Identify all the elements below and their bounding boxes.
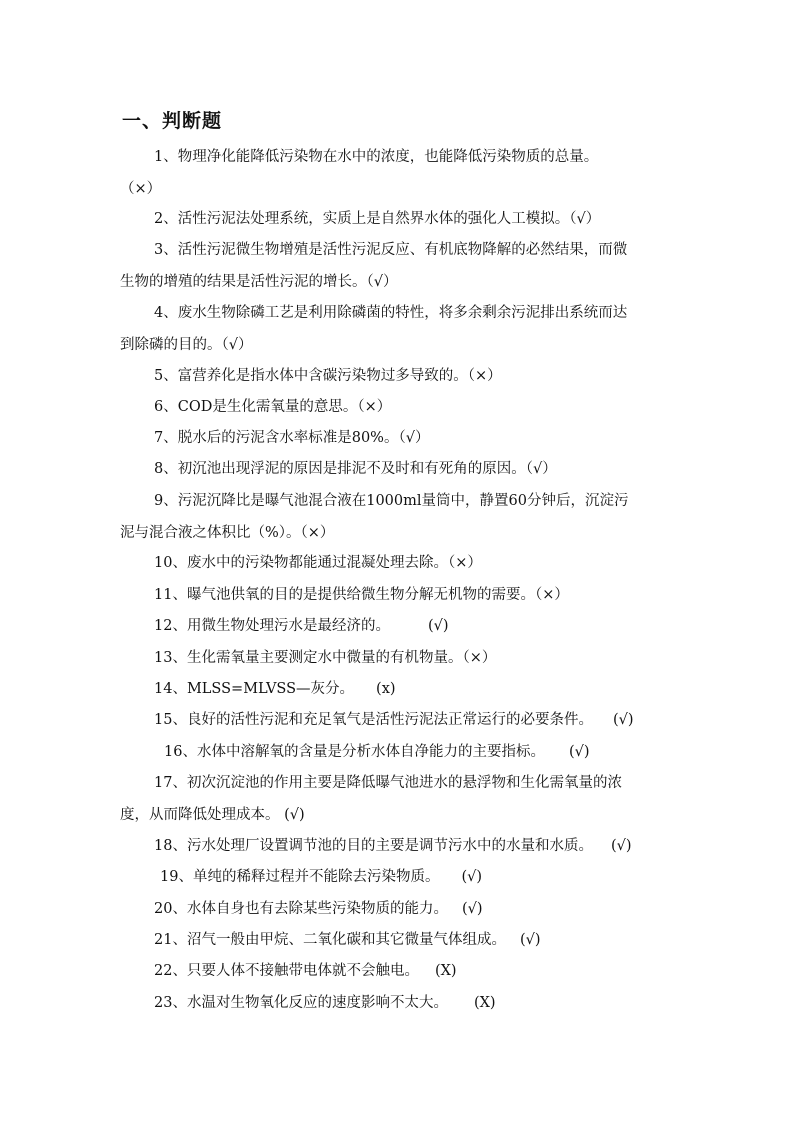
answer-mark: (√) — [610, 838, 632, 854]
answer-mark: (√) — [519, 932, 541, 948]
question-text: 22、只要人体不接触带电体就不会触电。 — [154, 963, 419, 979]
question-19 — [126, 862, 696, 894]
question-text: 20、水体自身也有去除某些污染物质的能力。 — [154, 901, 448, 917]
question-8 — [120, 454, 690, 486]
answer-mark: (√) — [427, 618, 449, 634]
question-text: 10、废水中的污染物都能通过混凝处理去除。（×） — [154, 555, 482, 571]
question-12 — [120, 611, 690, 643]
question-text: 6、COD是生化需氧量的意思。（×） — [154, 399, 392, 415]
question-text: 19、单纯的稀释过程并不能除去污染物质。 — [160, 869, 440, 885]
question-9 — [120, 486, 690, 549]
question-5 — [120, 361, 690, 393]
answer-mark: (X) — [473, 995, 496, 1011]
answer-mark: (√) — [568, 744, 590, 760]
question-15 — [120, 705, 690, 737]
question-text: 13、生化需氧量主要测定水中微量的有机物量。（×） — [154, 650, 497, 666]
question-4 — [120, 298, 690, 361]
question-text-cont: 到除磷的目的。（√） — [120, 336, 253, 353]
question-21 — [120, 925, 690, 957]
question-text: 23、水温对生物氧化反应的速度影响不太大。 — [154, 995, 448, 1011]
question-14 — [120, 674, 690, 706]
answer-mark: (√) — [461, 901, 483, 917]
question-text: 12、用微生物处理污水是最经济的。 — [154, 618, 390, 634]
question-text: 3、活性污泥微生物增殖是活性污泥反应、有机底物降解的必然结果，而微 — [154, 242, 628, 258]
question-10 — [120, 548, 690, 580]
question-text: 21、沼气一般由甲烷、二氧化碳和其它微量气体组成。 — [154, 932, 506, 948]
question-text: 7、脱水后的污泥含水率标准是80%。（√） — [154, 430, 430, 446]
answer-mark: （×） — [120, 180, 162, 197]
question-20 — [120, 894, 690, 926]
question-3 — [120, 235, 690, 298]
question-text: 17、初次沉淀池的作用主要是降低曝气池进水的悬浮物和生化需氧量的浓 — [154, 775, 622, 791]
section-title: 一、判断题 — [122, 110, 223, 132]
question-18 — [120, 831, 690, 863]
question-text: 9、污泥沉降比是曝气池混合液在1000ml量筒中，静置60分钟后，沉淀污 — [154, 493, 629, 509]
question-7 — [120, 423, 690, 455]
question-22 — [120, 956, 690, 988]
question-text: 15、良好的活性污泥和充足氧气是活性污泥法正常运行的必要条件。 — [154, 712, 593, 728]
question-text: 5、富营养化是指水体中含碳污染物过多导致的。（×） — [154, 368, 502, 384]
question-text: 8、初沉池出现浮泥的原因是排泥不及时和有死角的原因。（√） — [154, 461, 557, 477]
question-text: 1、物理净化能降低污染物在水中的浓度，也能降低污染物质的总量。 — [154, 149, 599, 165]
answer-mark: (√) — [461, 869, 483, 885]
answer-mark: (√) — [612, 712, 634, 728]
question-17 — [120, 768, 690, 831]
question-text: 11、曝气池供氧的目的是提供给微生物分解无机物的需要。（×） — [154, 587, 569, 603]
question-text: 4、废水生物除磷工艺是利用除磷菌的特性，将多余剩余污泥排出系统而达 — [154, 305, 628, 321]
answer-mark: (x) — [376, 681, 396, 697]
question-6 — [120, 392, 690, 424]
question-text-cont: 泥与混合液之体积比（%）。（×） — [120, 524, 335, 541]
answer-mark: (X) — [434, 963, 457, 979]
question-23 — [120, 988, 690, 1020]
question-text-cont: 度，从而降低处理成本。 (√) — [120, 806, 305, 823]
question-11 — [120, 580, 690, 612]
question-text: 16、水体中溶解氧的含量是分析水体自净能力的主要指标。 — [164, 744, 545, 760]
question-2 — [120, 204, 690, 236]
question-13 — [120, 643, 690, 675]
question-16 — [130, 737, 700, 769]
question-text: 14、MLSS=MLVSS—灰分。 — [154, 681, 355, 697]
question-text: 2、活性污泥法处理系统，实质上是自然界水体的强化人工模拟。（√） — [154, 211, 601, 227]
question-1 — [120, 142, 690, 205]
question-text: 18、污水处理厂设置调节池的目的主要是调节污水中的水量和水质。 — [154, 838, 593, 854]
question-text-cont: 生物的增殖的结果是活性污泥的增长。（√） — [120, 273, 398, 290]
